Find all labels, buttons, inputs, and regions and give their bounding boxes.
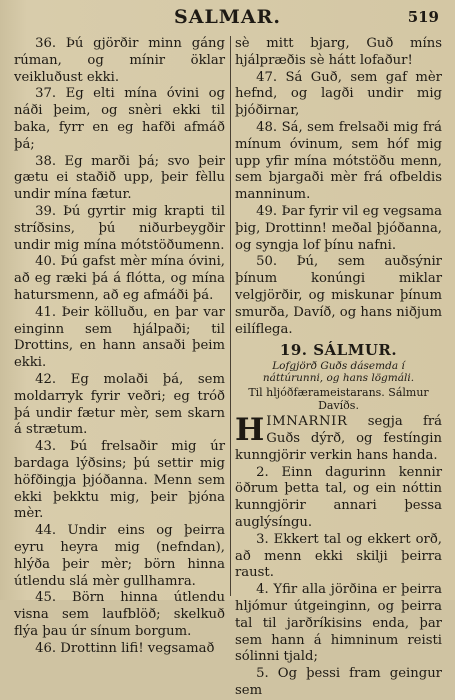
verse-46-continuation: sè mitt bjarg, Guð míns hjálpræðis sè hátt lofaður! [235,36,442,68]
psalm-19-verse-4: 4. Yfir alla jörðina er þeirra hljómur útgeinginn, og þeirra tal til jarðríkisins enda, þar sem hann á himninum reisti sólinni tjald; [235,582,442,665]
verse-49: 49. Þar fyrir vil eg vegsama þig, Drottinn! meðal þjóðanna, og syngja lof þínu nafni. [235,203,442,253]
verse-38: 38. Eg marði þá; svo þeir gætu ei staðið upp, þeir fèllu undir mína fætur. [14,153,225,203]
psalm-superscription: Til hljóðfærameistarans. Sálmur Davíðs. [248,386,429,413]
verse-39: 39. Þú gyrtir mig krapti til stríðsins, þú niðurbeygðir undir mig mína mótstöðumenn. [14,203,225,253]
opening-caps: IMNARNIR [266,414,348,430]
verse-50: 50. Þú, sem auðsýnir þínum konúngi miklar velgjörðir, og miskunar þínum smurða, Davíð, og hans niðjum eilíflega. [235,254,442,337]
psalm-19-verse-1 [235,414,442,464]
page-header [0,6,455,32]
verse-43: 43. Þú frelsaðir mig úr bardaga lýðsins; þú settir mig höfðingja þjóðanna. Menn sem ekki þekktu mig, þeir þjóna mèr. [14,439,225,522]
psalm-heading: 19. SÁLMUR. [279,341,398,360]
verse-45: 45. Börn hinna útlendu visna sem laufblöð; skelkuð flýa þau úr sínum borgum. [14,590,225,639]
psalm-summary: Lofgjörð Guðs dásemda í náttúrunni, og hans lögmáli. [262,360,415,385]
left-column [14,36,225,656]
column-divider [230,36,231,596]
running-title: SALMAR. [173,6,281,28]
verse-36: 36. Þú gjörðir minn gáng rúman, og mínir öklar veikluðust ekki. [14,36,225,85]
verse-40: 40. Þú gafst mèr mína óvini, að eg ræki þá á flótta, og mína hatursmenn, að eg afmáði þá. [14,254,225,303]
drop-cap: H [235,412,265,449]
verse-44: 44. Undir eins og þeirra eyru heyra mig (nefndan), hlýða þeir mèr; börn hinna útlendu slá mèr gullhamra. [14,523,225,589]
verse-41: 41. Þeir kölluðu, en þar var einginn sem hjálpaði; til Drottins, en hann ansaði þeim ekki. [14,304,225,371]
verse-37: 37. Eg elti mína óvini og náði þeim, og snèri ekki til baka, fyrr en eg hafði afmáð þá; [14,86,225,152]
psalm-19-verse-5: 5. Og þessi fram geingur sem [235,666,442,698]
verse-46: 46. Drottinn lifi! vegsamað [35,640,215,656]
right-column [235,36,442,698]
verse-47: 47. Sá Guð, sem gaf mèr hefnd, og lagði undir mig þjóðirnar, [235,69,442,119]
verse-42: 42. Eg molaði þá, sem moldarryk fyrir veðri; eg tróð þá undir fætur mèr, sem skarn á strætum. [14,371,225,438]
verse-48: 48. Sá, sem frelsaði mig frá mínum óvinum, sem hóf mig upp yfir mína mótstöðu menn, sem bjargaði mèr frá ofbeldis manninum. [235,119,442,203]
psalm-19-verse-2: 2. Einn dagurinn kennir öðrum þetta tal, og ein nóttin kunngjörir annari þessa auglýsíngu. [235,464,442,530]
page-number: 519 [407,8,439,26]
psalm-19-verse-3: 3. Ekkert tal og ekkert orð, að menn ekki skilji þeirra raust. [235,531,442,581]
text-columns [14,36,442,698]
opening-text: segja frá Guðs dýrð, og festíngin kunngjörir verkin hans handa. [235,414,442,463]
